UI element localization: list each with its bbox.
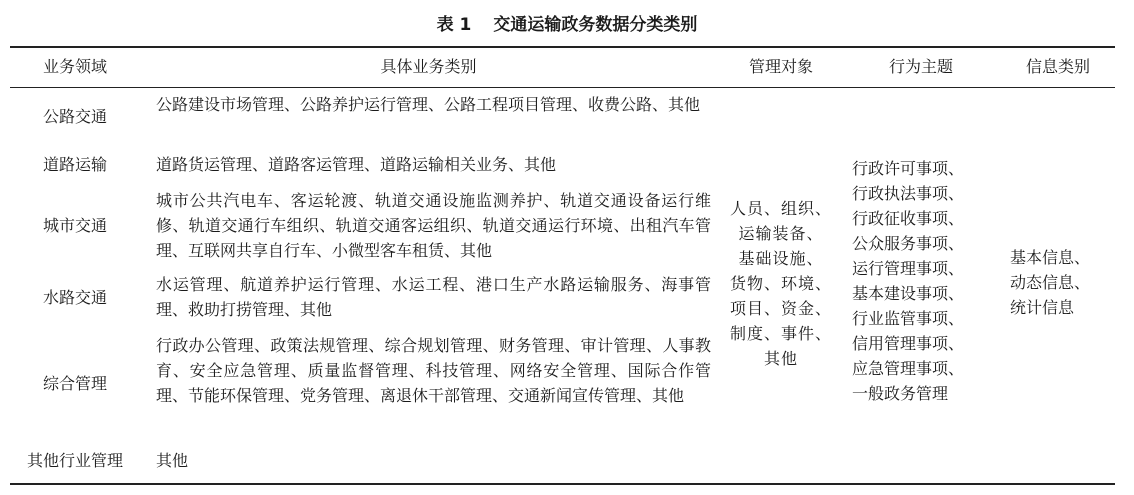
behavior-topics bbox=[852, 156, 997, 406]
row-business: 城市公共汽电车、客运轮渡、轨道交通设施监测养护、轨道交通设备运行维修、轨道交通行车组织、轨道交通客运组织、轨道交通运行环境、出租汽车管理、互联网共享自行车、小微型客车租赁、其他 bbox=[156, 191, 711, 260]
behavior-line: 信用管理事项、 bbox=[852, 334, 965, 353]
row-business: 公路建设市场管理、公路养护运行管理、公路工程项目管理、收费公路、其他 bbox=[156, 95, 701, 114]
object-line: 制度、事件、 bbox=[729, 324, 832, 343]
bottom-rule bbox=[10, 483, 1115, 485]
row-domain: 城市交通 bbox=[42, 216, 107, 235]
header-domain: 业务领域 bbox=[42, 57, 107, 76]
row-business: 水运管理、航道养护运行管理、水运工程、港口生产水路运输服务、海事管理、救助打捞管理、其他 bbox=[156, 275, 711, 319]
row-domain: 其他行业管理 bbox=[26, 451, 123, 470]
behavior-line: 运行管理事项、 bbox=[852, 259, 965, 278]
row-business: 道路货运管理、道路客运管理、道路运输相关业务、其他 bbox=[156, 155, 557, 174]
object-line: 其他 bbox=[763, 349, 798, 368]
info-line: 统计信息 bbox=[1010, 298, 1075, 317]
header-info: 信息类别 bbox=[1025, 57, 1090, 76]
behavior-line: 一般政务管理 bbox=[852, 384, 949, 403]
behavior-line: 公众服务事项、 bbox=[852, 234, 965, 253]
info-line: 基本信息、 bbox=[1010, 248, 1091, 267]
behavior-line: 行政许可事项、 bbox=[852, 159, 965, 178]
header-business: 具体业务类别 bbox=[380, 57, 477, 76]
table-caption bbox=[0, 10, 1134, 40]
info-line: 动态信息、 bbox=[1010, 273, 1091, 292]
object-line: 运输装备、 bbox=[738, 224, 824, 243]
behavior-line: 行政征收事项、 bbox=[852, 209, 965, 228]
object-line: 人员、组织、 bbox=[729, 199, 832, 218]
behavior-line: 行业监管事项、 bbox=[852, 309, 965, 328]
row-business: 其他 bbox=[156, 451, 189, 470]
object-line: 货物、环境、 bbox=[729, 274, 832, 293]
table-title: 交通运输政务数据分类类别 bbox=[493, 15, 698, 35]
behavior-line: 基本建设事项、 bbox=[852, 284, 965, 303]
behavior-line: 应急管理事项、 bbox=[852, 359, 965, 378]
row-business: 行政办公管理、政策法规管理、综合规划管理、财务管理、审计管理、人事教育、安全应急管理、质量监督管理、科技管理、网络安全管理、国际合作管理、节能环保管理、党务管理、离退休干部管理、交通新闻宣传管理、其他 bbox=[156, 336, 711, 405]
object-line: 基础设施、 bbox=[738, 249, 824, 268]
behavior-line: 行政执法事项、 bbox=[852, 184, 965, 203]
row-domain: 公路交通 bbox=[42, 107, 107, 126]
top-rule bbox=[10, 46, 1115, 48]
row-domain: 道路运输 bbox=[42, 155, 107, 174]
header-behavior: 行为主题 bbox=[888, 57, 953, 76]
object-line: 项目、资金、 bbox=[729, 299, 832, 318]
header-object: 管理对象 bbox=[748, 57, 813, 76]
header-rule bbox=[10, 87, 1115, 88]
management-objects bbox=[728, 196, 834, 371]
info-categories bbox=[1010, 245, 1110, 320]
row-domain: 水路交通 bbox=[42, 288, 107, 307]
table-number: 表 1 bbox=[436, 15, 472, 35]
row-domain: 综合管理 bbox=[42, 374, 107, 393]
